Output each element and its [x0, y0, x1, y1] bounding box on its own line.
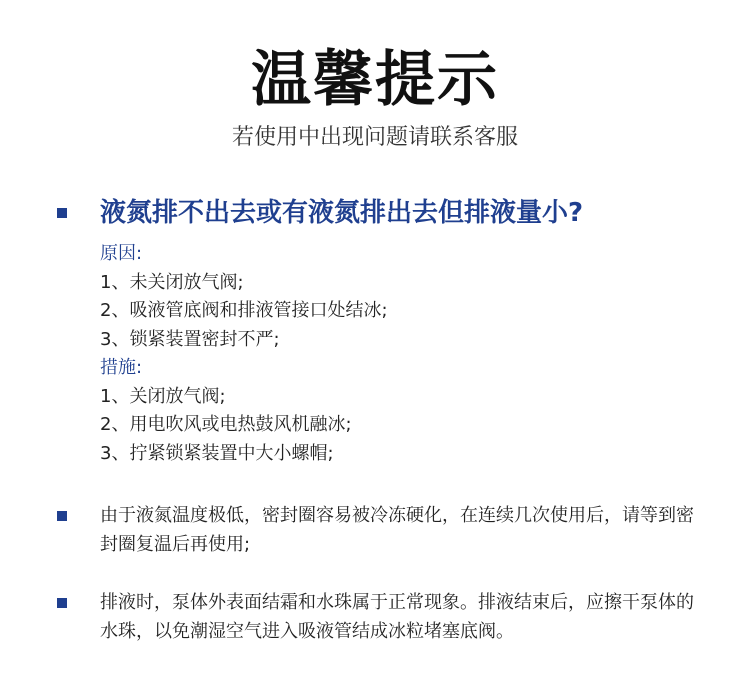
cause-item: 3、锁紧装置密封不严;: [100, 328, 280, 350]
note-paragraph: 由于液氮温度极低，密封圈容易被冷冻硬化，在连续几次使用后，请等到密封圈复温后再使用;: [100, 505, 694, 555]
measure-item: 2、用电吹风或电热鼓风机融冰;: [100, 414, 352, 435]
bullet-icon: [57, 598, 67, 608]
cause-item: 1、未关闭放气阀;: [100, 271, 244, 293]
measure-item: 3、拧紧锁紧装置中大小螺帽;: [100, 442, 334, 464]
note-paragraph: 排液时，泵体外表面结霜和水珠属于正常现象。排液结束后，应擦干泵体的水珠，以免潮湿空气进入吸液管结成冰粒堵塞底阀。: [100, 592, 694, 642]
page-subtitle: 若使用中出现问题请联系客服: [231, 125, 518, 150]
measures-heading: 措施:: [100, 357, 143, 378]
measure-item: 1、关闭放气阀;: [100, 385, 226, 407]
bullet-icon: [57, 511, 67, 521]
cause-item: 2、吸液管底阀和排液管接口处结冰;: [100, 300, 388, 321]
page-title: 温馨提示: [251, 45, 499, 115]
question-details: [100, 240, 388, 468]
question-title: 液氮排不出去或有液氮排出去但排液量小?: [100, 198, 584, 228]
bullet-icon: [57, 208, 67, 218]
causes-heading: 原因:: [100, 243, 143, 264]
